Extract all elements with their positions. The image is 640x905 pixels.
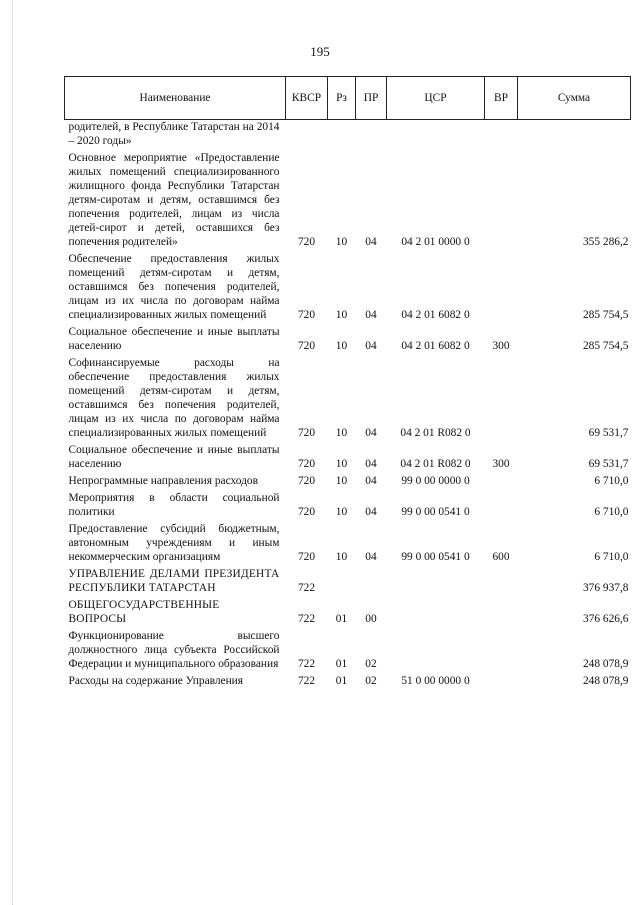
row-vr — [485, 490, 518, 521]
table-row — [65, 324, 631, 355]
table-row — [65, 628, 631, 673]
row-csr — [387, 628, 485, 673]
row-name: Непрограммные направления расходов — [68, 475, 259, 487]
row-sum: 248 078,9 — [582, 658, 629, 670]
row-vr — [485, 355, 518, 442]
row-kvsr: 722 — [297, 582, 316, 594]
row-sum — [518, 120, 631, 151]
row-kvsr: 722 — [297, 613, 316, 625]
row-kvsr: 720 — [297, 236, 316, 248]
table-row — [65, 521, 631, 566]
row-rz: 01 — [335, 658, 348, 670]
row-pr: 04 — [365, 427, 377, 439]
row-pr: 04 — [365, 236, 377, 248]
row-name: Софинансируемые расходы на обеспечение предоставления жилых помещений детям-сиротам и детям, оставшимся без попечения родителей, лицам из их числа по договорам найма специализированных жилых помещений — [68, 357, 280, 439]
row-vr — [485, 566, 518, 597]
header-pr: ПР — [356, 77, 387, 120]
row-csr: 04 2 01 6082 0 — [401, 340, 470, 352]
row-csr: 99 0 00 0541 0 — [401, 551, 470, 563]
row-rz — [328, 120, 356, 151]
table-row — [65, 473, 631, 490]
table-row — [65, 673, 631, 690]
row-pr — [356, 120, 387, 151]
row-sum: 6 710,0 — [594, 475, 629, 487]
row-csr: 04 2 01 0000 0 — [401, 236, 470, 248]
table-row — [65, 355, 631, 442]
table-row — [65, 490, 631, 521]
header-rz: Рз — [328, 77, 356, 120]
row-name: УПРАВЛЕНИЕ ДЕЛАМИ ПРЕЗИДЕНТА РЕСПУБЛИКИ ТАТАРСТАН — [68, 568, 280, 594]
row-kvsr — [286, 120, 328, 151]
row-pr: 04 — [365, 475, 377, 487]
row-vr — [485, 628, 518, 673]
row-vr — [485, 473, 518, 490]
row-csr — [387, 597, 485, 628]
page-number: 195 — [310, 44, 330, 59]
row-vr: 300 — [492, 340, 510, 352]
row-sum: 376 937,8 — [582, 582, 629, 594]
row-kvsr: 720 — [297, 551, 316, 563]
budget-table — [64, 76, 631, 690]
row-kvsr: 720 — [297, 340, 316, 352]
row-name: Расходы на содержание Управления — [68, 675, 244, 687]
row-name: Обеспечение предоставления жилых помещений детям-сиротам и детям, оставшимся без попечения родителей, лицам из их числа по договорам найма специализированных жилых помещений — [68, 253, 280, 321]
header-sum: Сумма — [518, 77, 631, 120]
table-row — [65, 442, 631, 473]
row-sum: 69 531,7 — [588, 427, 629, 439]
row-pr: 02 — [365, 658, 377, 670]
row-sum: 355 286,2 — [582, 236, 629, 248]
row-rz: 10 — [335, 458, 348, 470]
header-vr: ВР — [485, 77, 518, 120]
row-kvsr: 720 — [297, 427, 316, 439]
table-row — [65, 597, 631, 628]
row-rz: 10 — [335, 551, 348, 563]
row-vr — [485, 251, 518, 324]
row-pr: 04 — [365, 309, 377, 321]
row-name: ОБЩЕГОСУДАРСТВЕННЫЕ ВОПРОСЫ — [68, 599, 220, 625]
row-name: Предоставление субсидий бюджетным, автономным учреждениям и иным некоммерческим организациям — [68, 523, 280, 563]
row-name: Социальное обеспечение и иные выплаты населению — [68, 326, 280, 352]
row-csr: 04 2 01 R082 0 — [400, 458, 471, 470]
row-csr — [387, 566, 485, 597]
row-kvsr: 720 — [297, 506, 316, 518]
row-csr: 99 0 00 0541 0 — [401, 506, 470, 518]
row-name: Социальное обеспечение и иные выплаты населению — [68, 444, 280, 470]
row-kvsr: 720 — [297, 475, 316, 487]
table-header-row — [65, 77, 631, 120]
row-vr: 300 — [492, 458, 510, 470]
row-sum: 376 626,6 — [582, 613, 629, 625]
header-csr: ЦСР — [387, 77, 485, 120]
row-pr: 04 — [365, 551, 377, 563]
row-vr: 600 — [492, 551, 510, 563]
row-rz: 10 — [335, 236, 348, 248]
row-vr — [485, 120, 518, 151]
table-row — [65, 120, 631, 151]
header-kvsr: КВСР — [286, 77, 328, 120]
row-pr — [356, 566, 387, 597]
row-kvsr: 722 — [297, 675, 316, 687]
row-rz: 10 — [335, 475, 348, 487]
row-name: Основное мероприятие «Предоставление жилых помещений специализированного жилищного фонда Республики Татарстан детям-сиротам и детям, оставшимся без попечения родителей, лицам из числа детей-сирот и детей, оставшихся без попечения родителей» — [68, 152, 280, 248]
row-name: Мероприятия в области социальной политики — [68, 492, 280, 518]
row-rz: 01 — [335, 675, 348, 687]
table-row — [65, 150, 631, 251]
row-pr: 04 — [365, 458, 377, 470]
row-rz: 01 — [335, 613, 348, 625]
row-sum: 285 754,5 — [582, 340, 629, 352]
row-name: родителей, в Республике Татарстан на 2014 – 2020 годы» — [68, 121, 280, 147]
row-kvsr: 720 — [297, 458, 316, 470]
row-pr: 04 — [365, 340, 377, 352]
row-pr: 04 — [365, 506, 377, 518]
row-pr: 02 — [365, 675, 377, 687]
row-csr: 51 0 00 0000 0 — [401, 675, 470, 687]
header-name: Наименование — [65, 77, 286, 120]
row-rz: 10 — [335, 340, 348, 352]
row-csr: 04 2 01 6082 0 — [401, 309, 470, 321]
row-sum: 248 078,9 — [582, 675, 629, 687]
table-row — [65, 251, 631, 324]
row-sum: 285 754,5 — [582, 309, 629, 321]
row-vr — [485, 673, 518, 690]
row-vr — [485, 597, 518, 628]
row-csr: 04 2 01 R082 0 — [400, 427, 471, 439]
row-rz — [328, 566, 356, 597]
row-sum: 6 710,0 — [594, 506, 629, 518]
row-name: Функционирование высшего должностного лица субъекта Российской Федерации и муниципального образования — [68, 630, 280, 670]
row-rz: 10 — [335, 309, 348, 321]
row-rz: 10 — [335, 427, 348, 439]
row-vr — [485, 150, 518, 251]
row-csr — [387, 120, 485, 151]
row-pr: 00 — [365, 613, 377, 625]
row-sum: 69 531,7 — [588, 458, 629, 470]
row-rz: 10 — [335, 506, 348, 518]
row-kvsr: 722 — [297, 658, 316, 670]
table-row — [65, 566, 631, 597]
row-kvsr: 720 — [297, 309, 316, 321]
scan-edge-line — [12, 0, 14, 905]
row-sum: 6 710,0 — [594, 551, 629, 563]
row-csr: 99 0 00 0000 0 — [401, 475, 470, 487]
